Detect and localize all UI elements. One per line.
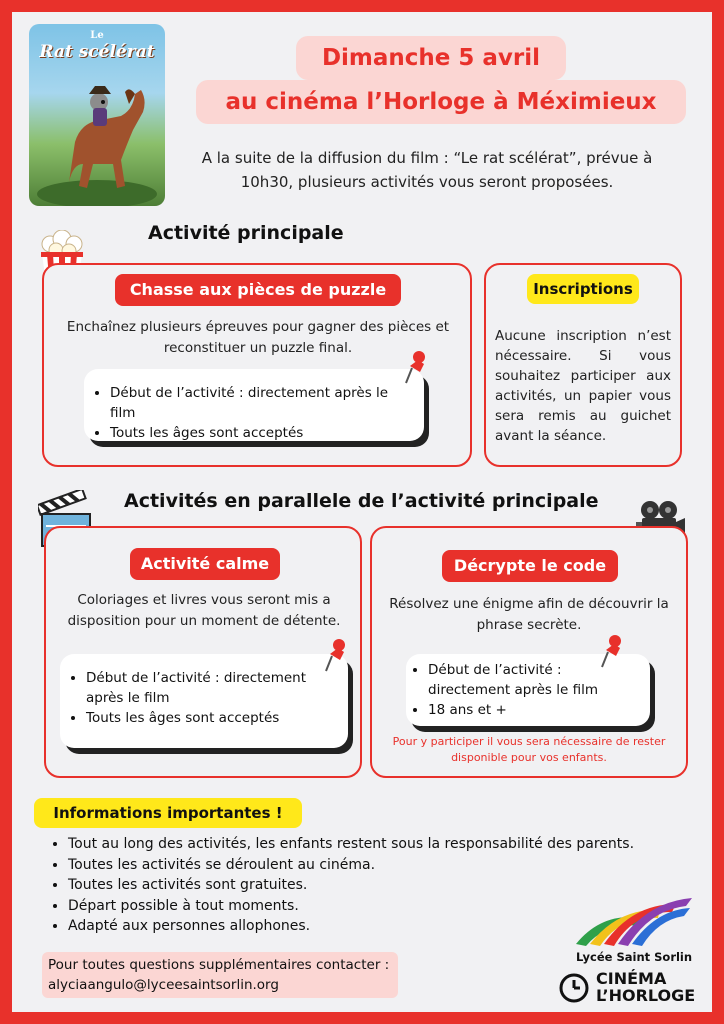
decode-activity-description: Résolvez une énigme afin de découvrir la phrase secrète.: [389, 596, 669, 633]
header-venue: au cinéma l’Horloge à Méximieux: [196, 80, 686, 124]
pushpin-icon: [600, 634, 622, 668]
movie-poster: [29, 24, 165, 206]
inscriptions-text: Aucune inscription n’est nécessaire. Si vous souhaitez participer aux activités, un papier vous sera remis au guichet avant la séance.: [495, 328, 671, 444]
list-item: • 18 ans et +: [428, 700, 642, 720]
list-item: • Début de l’activité : directement après le film: [86, 668, 338, 708]
main-activity-title: Chasse aux pièces de puzzle: [115, 274, 401, 306]
list-item: • Tout au long des activités, les enfants restent sous la responsabilité des parents.: [68, 834, 666, 855]
list-item: • Toutes les activités se déroulent au cinéma.: [68, 855, 666, 876]
main-activity-heading: Activité principale: [148, 222, 344, 244]
contact-email[interactable]: alyciaangulo@lyceesaintsorlin.org: [48, 977, 279, 993]
pushpin-icon: [404, 350, 426, 384]
list-item: • Début de l’activité : directement après le film: [110, 383, 414, 423]
cinema-logo-line2: L’HORLOGE: [596, 986, 696, 1005]
main-activity-description: Enchaînez plusieurs épreuves pour gagner des pièces et reconstituer un puzzle final.: [66, 319, 450, 356]
info-title: Informations importantes !: [34, 798, 302, 828]
flyer-page: [12, 12, 712, 1012]
poster-illustration: [29, 64, 165, 206]
clock-icon: [558, 972, 590, 1004]
parallel-activities-heading: Activités en parallele de l’activité principale: [124, 490, 599, 512]
list-item: • Toutes les activités sont gratuites.: [68, 875, 666, 896]
pushpin-icon: [324, 638, 346, 672]
list-item: • Touts les âges sont acceptés: [86, 708, 338, 728]
calm-activity-details: [60, 654, 348, 748]
lycee-logo-mark: [572, 896, 696, 948]
contact-label: Pour toutes questions supplémentaires contacter :: [48, 957, 390, 973]
intro-text: A la suite de la diffusion du film : “Le rat scélérat”, prévue à 10h30, plusieurs activités vous seront proposées.: [201, 149, 653, 191]
list-item: • Touts les âges sont acceptés: [110, 423, 414, 443]
inscriptions-title: Inscriptions: [527, 274, 639, 304]
calm-activity-title: Activité calme: [130, 548, 280, 580]
contact-box: [42, 952, 398, 998]
poster-title: Rat scélérat: [39, 42, 155, 62]
decode-activity-note: Pour y participer il vous sera nécessaire de rester disponible pour vos enfants.: [392, 735, 666, 764]
decode-activity-title: Décrypte le code: [442, 550, 618, 582]
header-date: Dimanche 5 avril: [296, 36, 566, 80]
list-item: • Départ possible à tout moments.: [68, 896, 666, 917]
list-item: • Début de l’activité : directement après le film: [428, 660, 642, 700]
cinema-logo-line1: CINÉMA: [596, 969, 667, 988]
main-activity-details: [84, 369, 424, 441]
poster-title-small: Le: [90, 30, 104, 41]
lycee-logo-text: Lycée Saint Sorlin: [576, 950, 693, 964]
list-item: • Adapté aux personnes allophones.: [68, 916, 666, 937]
calm-activity-description: Coloriages et livres vous seront mis a disposition pour un moment de détente.: [67, 592, 341, 629]
